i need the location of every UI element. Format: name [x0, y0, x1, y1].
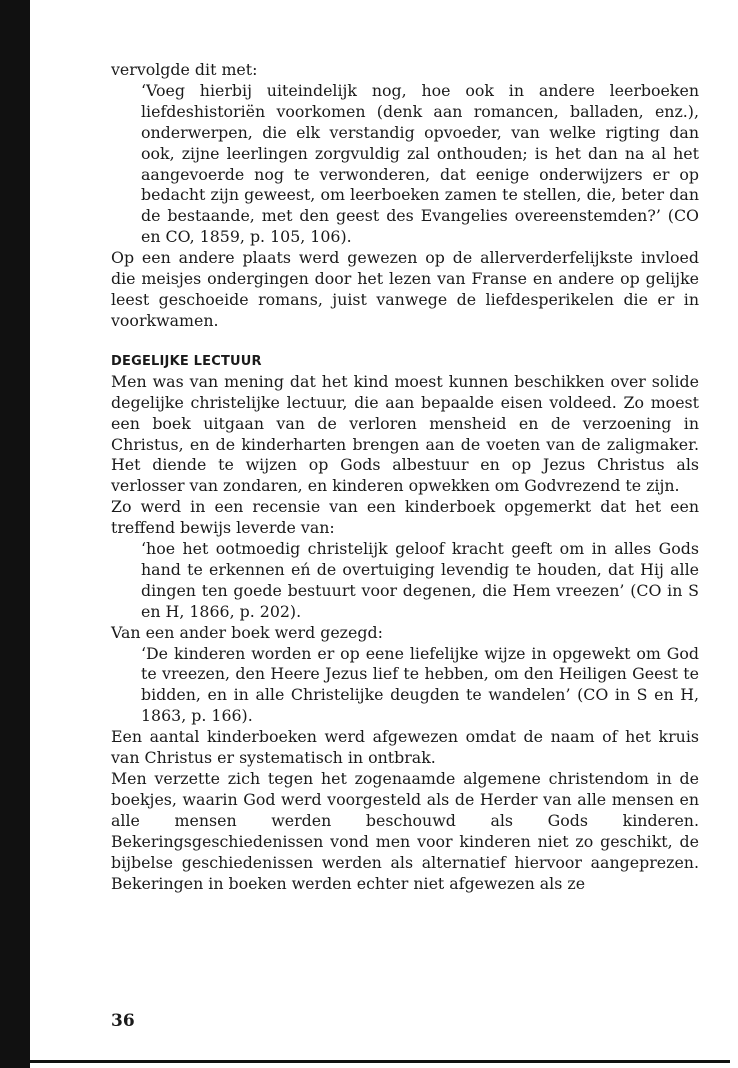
block-quote-2: ‘hoe het ootmoedig christelijk geloof kracht geeft om in alles Gods hand te erkennen eń de overtuiging levendig te houden, dat Hij alle dingen ten goede bestuurt voor degenen, die Hem vreezen’ (CO in S en H, 1866, p. 202).: [141, 539, 699, 621]
page-number: 36: [111, 1011, 135, 1031]
block-quote-1: ‘Voeg hierbij uiteindelijk nog, hoe ook in andere leerboeken liefdeshistoriën voorkomen (denk aan romancen, balladen, enz.), onderwerpen, die elk verstandig opvoeder, van welke rigting dan ook, zijne leerlingen zorgvuldig zal onthouden; is het dan na al het aangevoerde nog te verwonderen, dat eenige onderwijzers er op bedacht zijn geweest, om leerboeken zamen te stellen, die, beter dan de bestaande, met den geest des Evangelies overeenstemden?’ (CO en CO, 1859, p. 105, 106).: [141, 80, 699, 247]
page-body: [111, 60, 699, 894]
paragraph-4: Zo werd in een recensie van een kinderboek opgemerkt dat het een treffend bewijs leverde van:: [111, 497, 699, 538]
binding-edge: [0, 0, 30, 1068]
paragraph-7: Men verzette zich tegen het zogenaamde algemene christendom in de boekjes, waarin God werd voorgesteld als de Herder van alle mensen en alle mensen werden beschouwd als Gods kinderen. Bekeringsgeschiedenissen vond men voor kinderen niet zo geschikt, de bijbelse geschiedenissen werden als alternatief hiervoor aangeprezen. Bekeringen in boeken werden echter niet afgewezen als ze: [111, 769, 699, 893]
paragraph-5: Van een ander boek werd gezegd:: [111, 622, 383, 642]
bottom-rule: [30, 1060, 730, 1063]
block-quote-3: ‘De kinderen worden er op eene liefelijke wijze in opgewekt om God te vreezen, den Heere Jezus lief te hebben, om den Heiligen Geest te bidden, en in alle Christelijke deugden te wandelen’ (CO in S en H, 1863, p. 166).: [141, 643, 699, 726]
paragraph-2: Op een andere plaats werd gewezen op de allerverderfelijkste invloed die meisjes ondergingen door het lezen van Franse en andere op gelijke leest geschoeide romans, juist vanwege de liefdesperikelen die er in voorkwamen.: [111, 248, 699, 330]
paragraph-3: Men was van mening dat het kind moest kunnen beschikken over solide degelijke christelijke lectuur, die aan bepaalde eisen voldeed. Zo moest een boek uitgaan van de verloren mensheid en de verzoening in Christus, en de kinderharten brengen aan de voeten van de zaligmaker. Het diende te wijzen op Gods albestuur en op Jezus Christus als verlosser van zondaren, en kinderen opwekken om Godvrezend te zijn.: [111, 371, 699, 496]
paragraph-intro: vervolgde dit met:: [111, 60, 258, 79]
section-heading: DEGELIJKE LECTUUR: [111, 353, 262, 369]
paragraph-6: Een aantal kinderboeken werd afgewezen omdat de naam of het kruis van Christus er systematisch in ontbrak.: [111, 727, 699, 768]
